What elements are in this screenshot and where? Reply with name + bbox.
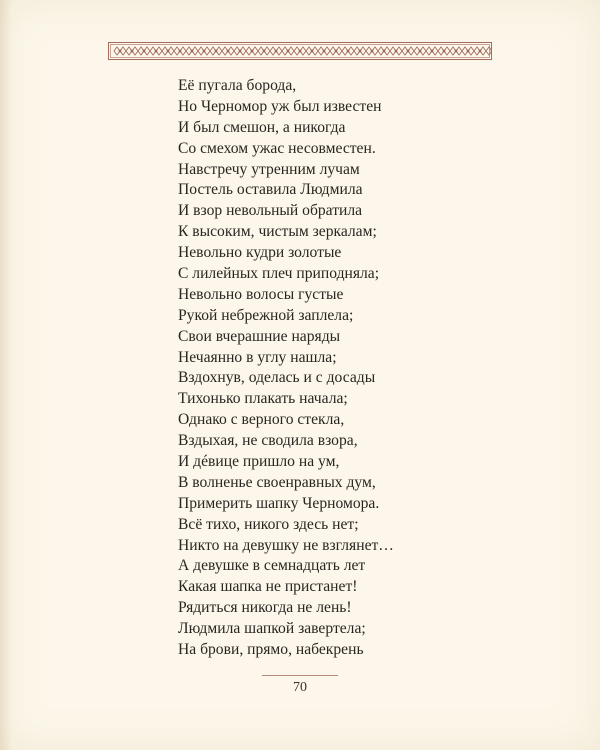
poem-line: Людмила шапкой завертела; (178, 620, 366, 638)
poem-line: А девушке в семнадцать лет (178, 557, 366, 575)
poem-line: Всё тихо, никого здесь нет; (178, 515, 359, 533)
poem-line: Рукой небрежной заплела; (178, 306, 354, 324)
poem-line: На брови, прямо, набекрень (178, 641, 364, 659)
poem-line: Но Черномор уж был известен (178, 97, 382, 115)
poem-line: Рядиться никогда не лень! (178, 599, 352, 617)
poem-line: К высоким, чистым зеркалам; (178, 223, 377, 241)
poem-line: Со смехом ужас несовместен. (178, 139, 376, 157)
ornamental-header-border (108, 42, 492, 60)
poem-line: Невольно кудри золотые (178, 244, 342, 262)
poem-line: Её пугала борода, (178, 77, 297, 94)
page-number: 70 (293, 680, 307, 695)
poem-line: Свои вчерашние наряды (178, 327, 341, 345)
poem-line: Какая шапка не пристанет! (178, 578, 358, 596)
poem-line: Тихонько плакать начала; (178, 390, 348, 408)
poem-line: И дéвице пришло на ум, (178, 453, 340, 471)
poem-line: Нечаянно в углу нашла; (178, 348, 337, 366)
page-edge-shadow (0, 0, 12, 750)
footer-divider (262, 675, 338, 676)
poem-line: Вздыхая, не сводила взора, (178, 432, 358, 450)
poem-line: Постель оставила Людмила (178, 181, 363, 199)
poem-line: В волненье своенравных дум, (178, 473, 376, 491)
poem-stanza (178, 76, 508, 661)
poem-line: С лилейных плеч приподняла; (178, 265, 380, 283)
poem-line: Вздохнув, оделась и с досады (178, 369, 376, 387)
poem-line: Никто на девушку не взглянет… (178, 536, 394, 554)
poem-line: Однако с верного стекла, (178, 411, 345, 429)
poem-line: Навстречу утренним лучам (178, 160, 360, 178)
poem-line: Примерить шапку Черномора. (178, 494, 380, 512)
poem-line: И был смешон, а никогда (178, 118, 346, 136)
poem-line: И взор невольный обратила (178, 202, 363, 220)
poem-line: Невольно волосы густые (178, 285, 344, 303)
